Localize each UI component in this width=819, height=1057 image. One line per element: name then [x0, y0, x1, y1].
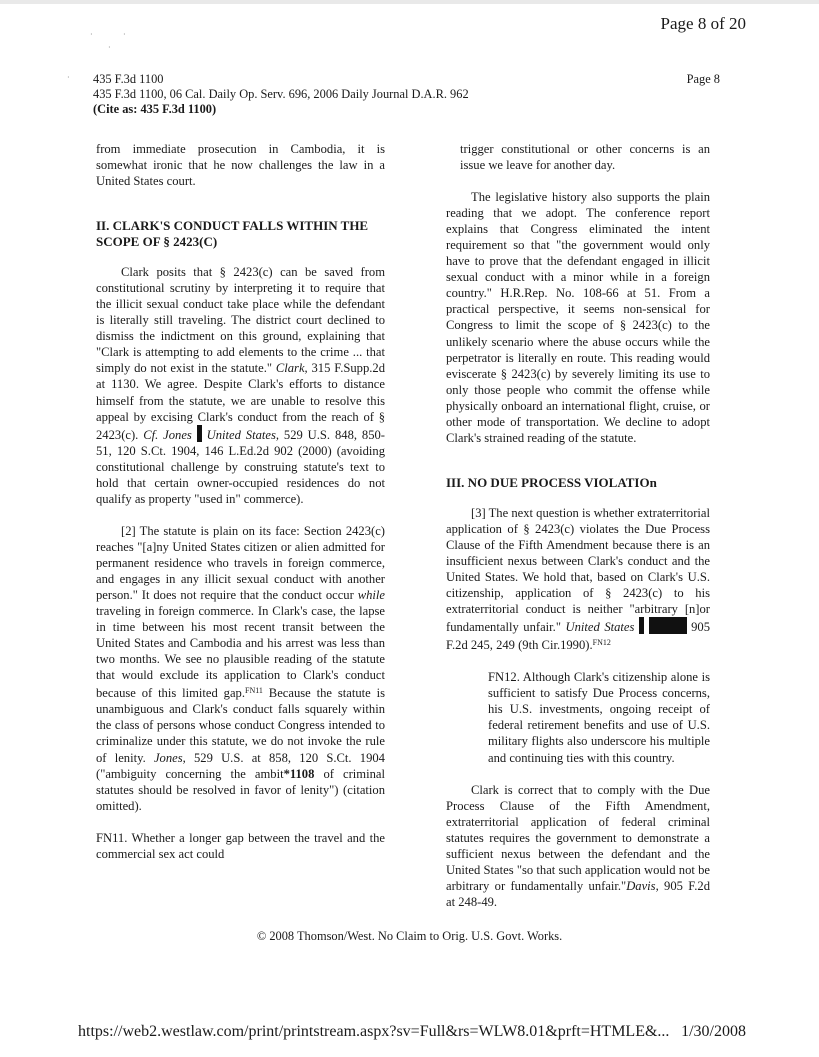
footnote-fn12: FN12. Although Clark's citizenship alone is sufficient to satisfy Due Process concerns, his U.S. investments, ongoing receipt of federal retirement benefits and use of U.S. military flights also underscore his multiple and continuing ties with this country. — [488, 670, 710, 765]
paragraph: [3] The next question is whether extraterritorial application of § 2423(c) violates the Due Process Clause of the Fifth Amendment because there is an insufficient nexus between Clark's conduct and the United States. We hold that, based on Clark's U.S. citizenship, application of § 2423(c) to his extraterritorial conduct is neither "arbitrary [n]or fundamentally unfair." United States 905 F.2d 245, 249 (9th Cir.1990).$^{FN12}$ — [446, 505, 711, 653]
print-date: 1/30/2008 — [681, 1023, 746, 1040]
paragraph: Clark is correct that to comply with the Due Process Clause of the Fifth Amendment, extraterritorial application of federal criminal statutes requires the government to demonstrate a sufficient nexus between the defendant and the United States "so that such application would not be arbitrary or fundamentally unfair."Davis, 905 F.2d at 248-49. — [446, 782, 710, 909]
footnote-fn11: FN11. Whether a longer gap between the travel and the commercial sex act could — [96, 830, 385, 861]
cite-as: (Cite as: 435 F.3d 1100) — [93, 102, 217, 116]
redaction-mark — [649, 617, 687, 634]
footnote-fn11-continued: trigger constitutional or other concerns is an issue we leave for another day. — [460, 142, 710, 173]
top-edge-bar — [0, 0, 819, 4]
print-url[interactable]: https://web2.westlaw.com/print/printstream.aspx?sv=Full&rs=WLW8.01&prft=HTMLE&... — [78, 1023, 670, 1040]
scan-speck: · — [108, 43, 111, 52]
section-heading-iii: III. NO DUE PROCESS VIOLATIOn — [446, 474, 657, 490]
scan-speck: · — [90, 30, 93, 39]
section-heading-ii: II. CLARK'S CONDUCT FALLS WITHIN THE SCOPE OF § 2423(C) — [96, 218, 369, 250]
scan-speck: · — [123, 30, 126, 39]
redaction-mark — [639, 617, 644, 634]
redaction-mark — [197, 425, 202, 442]
copyright-footer: © 2008 Thomson/West. No Claim to Orig. U.S. Govt. Works. — [256, 929, 563, 943]
paragraph: [2] The statute is plain on its face: Section 2423(c) reaches "[a]ny United States citizen or alien admitted for permanent residence who travels in foreign commerce, and engages in any illicit sexual conduct with another person." It does not require that the conduct occur while traveling in foreign commerce. In Clark's case, the lapse in time between his most recent transit between the United States and Cambodia and his arrest was less than two months. We see no plausible reading of the statute that would exclude its application to Clark's conduct because of this limited gap.$^{FN11}$ Because the statute is unambiguous and Clark's conduct falls squarely within the class of persons whose conduct Congress intended to criminalize under this statute, we do not invoke the rule of lenity. Jones, 529 U.S. at 858, 120 S.Ct. 1904 ("ambiguity concerning the ambit*1108 of criminal statutes should be resolved in favor of lenity") (citation omitted). — [96, 523, 385, 813]
scan-speck: · — [67, 73, 70, 82]
page-count: Page 8 of 20 — [660, 14, 746, 33]
citation-line-1: 435 F.3d 1100 — [93, 72, 164, 86]
star-page: *1108 — [283, 766, 315, 781]
footnote-ref-fn12[interactable]: FN12 — [592, 638, 611, 648]
left-column — [96, 141, 385, 862]
footnote-ref-fn11[interactable]: FN11 — [245, 686, 263, 696]
page-number: Page 8 — [686, 72, 720, 86]
paragraph: from immediate prosecution in Cambodia, it is somewhat ironic that he now challenges the law in a United States court. — [96, 142, 385, 189]
citation-block — [93, 72, 469, 117]
paragraph: The legislative history also supports the plain reading that we adopt. The conference report explains that Congress eliminated the intent requirement so that "the government would only have to prove that the defendant engaged in illicit sexual conduct with a minor while in a foreign country." H.R.Rep. No. 108-66 at 51. From a practical perspective, it seems non-sensical for Congress to limit the scope of § 2423(c) to the unlikely scenario where the abuse occurs while the perpetrator is literally en route. This reading would eviscerate § 2423(c) by severely limiting its use to only those people who commit the offense while physically onboard an international flight, cruise, or other mode of transportation. We decline to adopt Clark's strained reading of the statute. — [446, 190, 710, 445]
citation-line-2: 435 F.3d 1100, 06 Cal. Daily Op. Serv. 696, 2006 Daily Journal D.A.R. 962 — [93, 87, 469, 101]
paragraph: Clark posits that § 2423(c) can be saved from constitutional scrutiny by interpreting it to require that the illicit sexual conduct take place while the defendant is literally still traveling. The district court declined to dismiss the indictment on this ground, explaining that "Clark is attempting to add elements to the crime ... that simply do not exist in the statute." Clark, 315 F.Supp.2d at 1130. We agree. Despite Clark's efforts to distance himself from the statute, we are unable to resolve this appeal by excising Clark's conduct from the reach of § 2423(c). Cf. Jones United States, 529 U.S. 848, 850-51, 120 S.Ct. 1904, 146 L.Ed.2d 902 (2000) (avoiding constitutional challenge by construing statute's text to hold that certain owner-occupied residences do not qualify as property "used in" commerce). — [96, 265, 385, 506]
right-column — [446, 141, 710, 910]
